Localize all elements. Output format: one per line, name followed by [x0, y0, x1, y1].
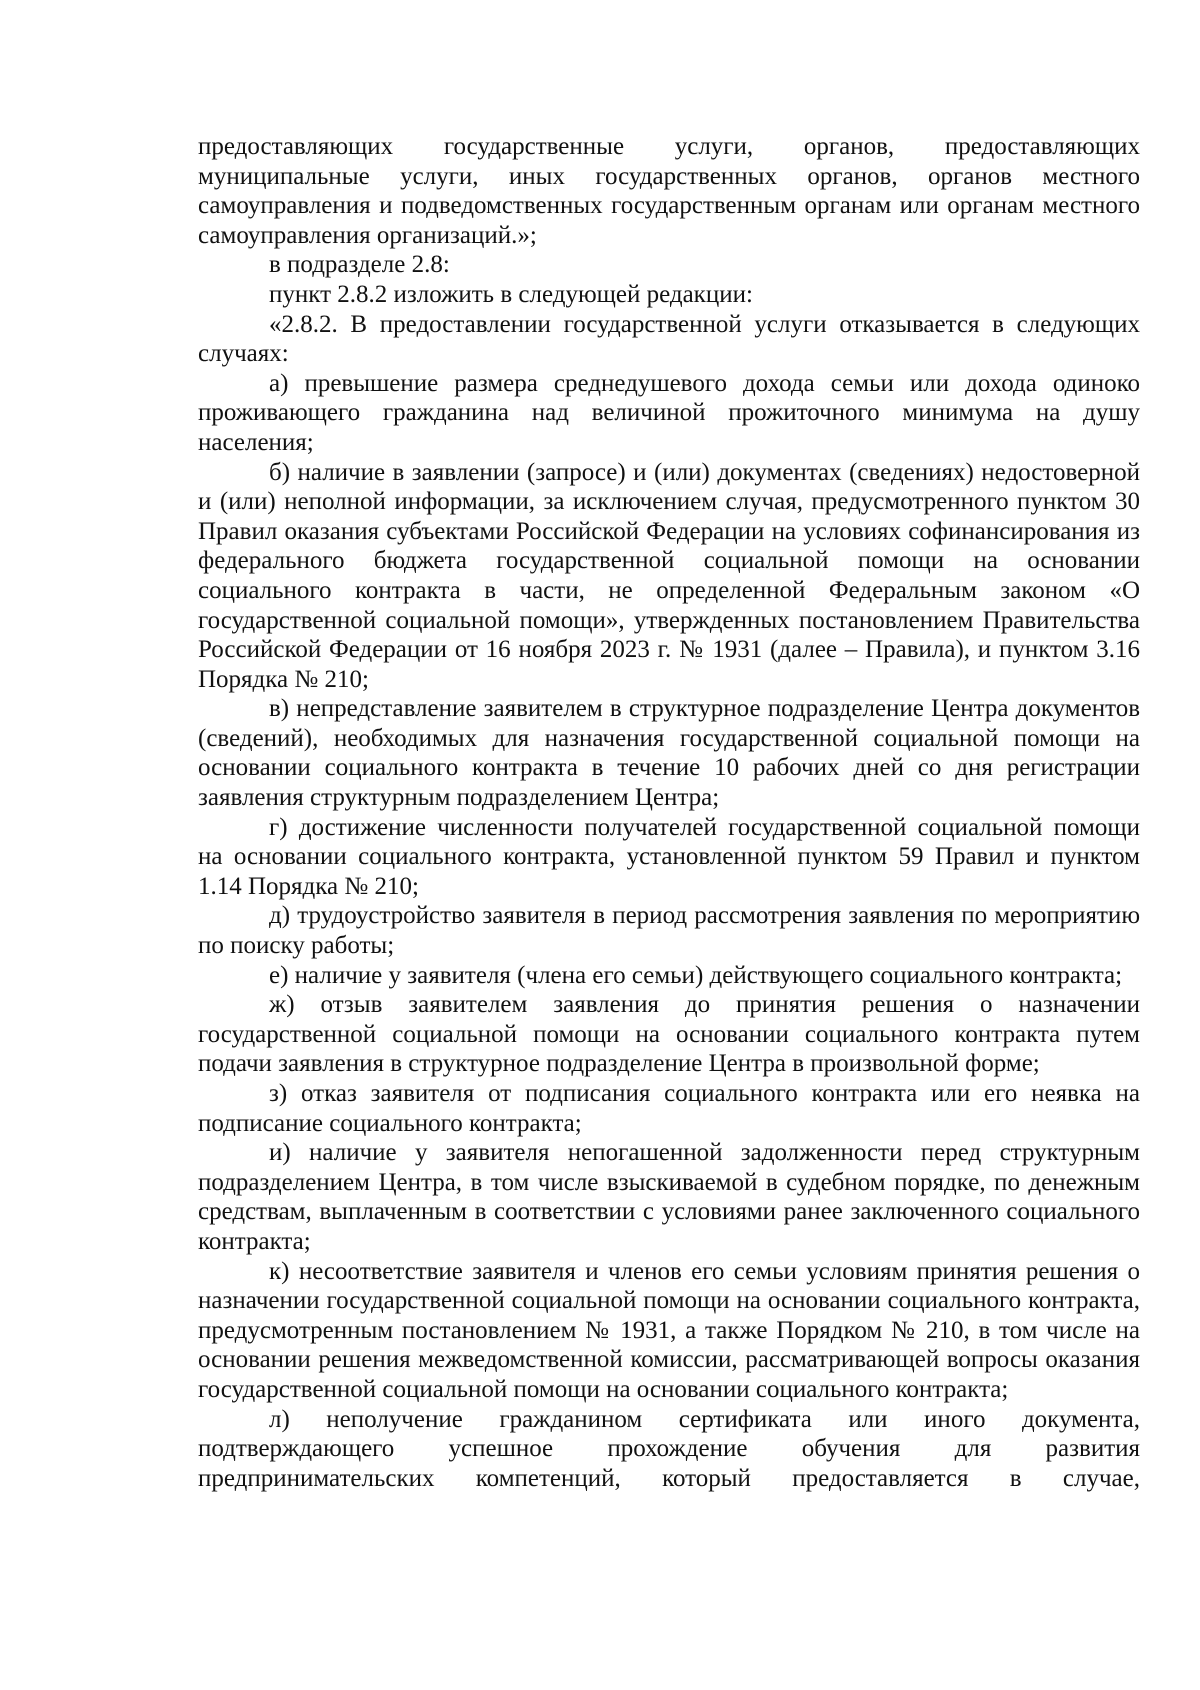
paragraph-item-z: з) отказ заявителя от подписания социального контракта или его неявка на подписание социального контракта; [198, 1080, 1140, 1137]
paragraph-item-d: д) трудоустройство заявителя в период рассмотрения заявления по мероприятию по поиску работы; [198, 902, 1140, 960]
paragraph-item-k: к) несоответствие заявителя и членов его семьи условиям принятия решения о назначении государственной социальной помощи на основании социального контракта, предусмотренным постановлением № 1931, а также Порядком № 210, в том числе на основании решения межведомственной комиссии, рассматривающей вопросы оказания государственной социальной помощи на основании социального контракта; [198, 1257, 1140, 1403]
paragraph-2-8-2: «2.8.2. В предоставлении государственной услуги отказывается в следующих случаях: [198, 310, 1140, 368]
document-page [198, 132, 1140, 1493]
paragraph-item-l: л) неполучение гражданином сертификата или иного документа, подтверждающего успешное прохождение обучения для развития предпринимательских компетенций, который предоставляется в случае, [198, 1405, 1140, 1492]
paragraph-continuation: предоставляющих государственные услуги, органов, предоставляющих муниципальные услуги, иных государственных органов, органов местного самоуправления и подведомственных государственным органам или органам местного самоуправления организаций.»; [198, 133, 1140, 249]
paragraph-item-g: г) достижение численности получателей государственной социальной помощи на основании социального контракта, установленной пунктом 59 Правил и пунктом 1.14 Порядка № 210; [198, 813, 1140, 900]
paragraph-item-b: б) наличие в заявлении (запросе) и (или) документах (сведениях) недостоверной и (или) неполной информации, за исключением случая, предусмотренного пунктом 30 Правил оказания субъектами Российской Федерации на условиях софинансирования из федерального бюджета государственной социальной помощи на основании социального контракта в части, не определенной Федеральным законом «О государственной социальной помощи», утвержденных постановлением Правительства Российской Федерации от 16 ноября 2023 г. № 1931 (далее – Правила), и пунктом 3.16 Порядка № 210; [198, 458, 1140, 693]
paragraph-item-v: в) непредставление заявителем в структурное подразделение Центра документов (сведений), необходимых для назначения государственной социальной помощи на основании социального контракта в течение 10 рабочих дней со дня регистрации заявления структурным подразделением Центра; [198, 695, 1140, 812]
paragraph-amend-2-8-2: пункт 2.8.2 изложить в следующей редакции: [269, 280, 753, 308]
paragraph-item-zh: ж) отзыв заявителем заявления до принятия решения о назначении государственной социальной помощи на основании социального контракта путем подачи заявления в структурное подразделение Центра в произвольной форме; [198, 991, 1140, 1078]
paragraph-item-a: а) превышение размера среднедушевого дохода семьи или дохода одиноко проживающего гражданина над величиной прожиточного минимума на душу населения; [198, 369, 1140, 456]
paragraph-item-i: и) наличие у заявителя непогашенной задолженности перед структурным подразделением Центра, в том числе взыскиваемой в судебном порядке, по денежным средствам, выплаченным в соответствии с условиями ранее заключенного социального контракта; [198, 1139, 1140, 1255]
paragraph-item-e: е) наличие у заявителя (члена его семьи) действующего социального контракта; [269, 961, 1123, 989]
paragraph-subsection-2-8: в подразделе 2.8: [269, 251, 450, 279]
